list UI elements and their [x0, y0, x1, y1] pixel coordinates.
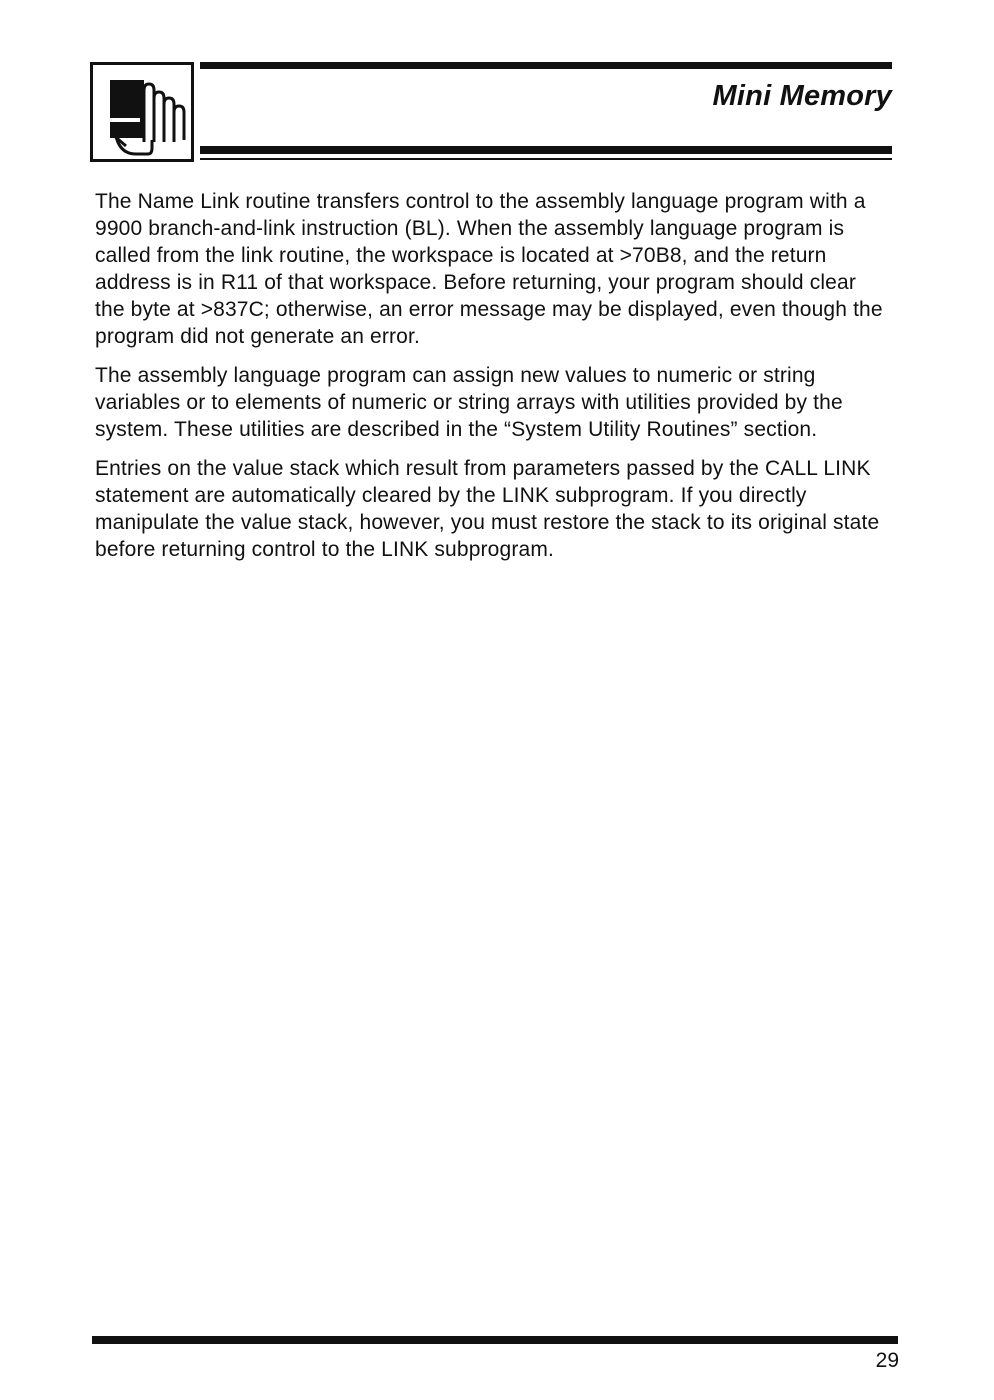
header-rule-top — [200, 62, 892, 69]
hand-on-cartridge-icon — [90, 62, 194, 162]
body-text — [95, 188, 885, 575]
footer-rule — [92, 1336, 898, 1344]
paragraph-name-link: The Name Link routine transfers control to the assembly language program with a 9900 branch-and-link instruction (BL). When the assembly language program is called from the link routine, the workspace is located at >70B8, and the return address is in R11 of that workspace. Before returning, your program should clear the byte at >837C; otherwise, an error message may be displayed, even though the program did not generate an error. — [95, 190, 883, 348]
paragraph-assign-values: The assembly language program can assign new values to numeric or string variables or to elements of numeric or string arrays with utilities provided by the system. These utilities are described in the “System Utility Routines” section. — [95, 364, 843, 441]
page-header-title: Mini Memory — [712, 80, 892, 112]
header-rule-bottom — [200, 146, 892, 154]
page-number: 29 — [875, 1349, 899, 1372]
paragraph-value-stack: Entries on the value stack which result from parameters passed by the CALL LINK statement are automatically cleared by the LINK subprogram. If you directly manipulate the value stack, however, you must restore the stack to its original state before returning control to the LINK subprogram. — [95, 457, 880, 561]
header-rule-thin — [200, 158, 892, 160]
